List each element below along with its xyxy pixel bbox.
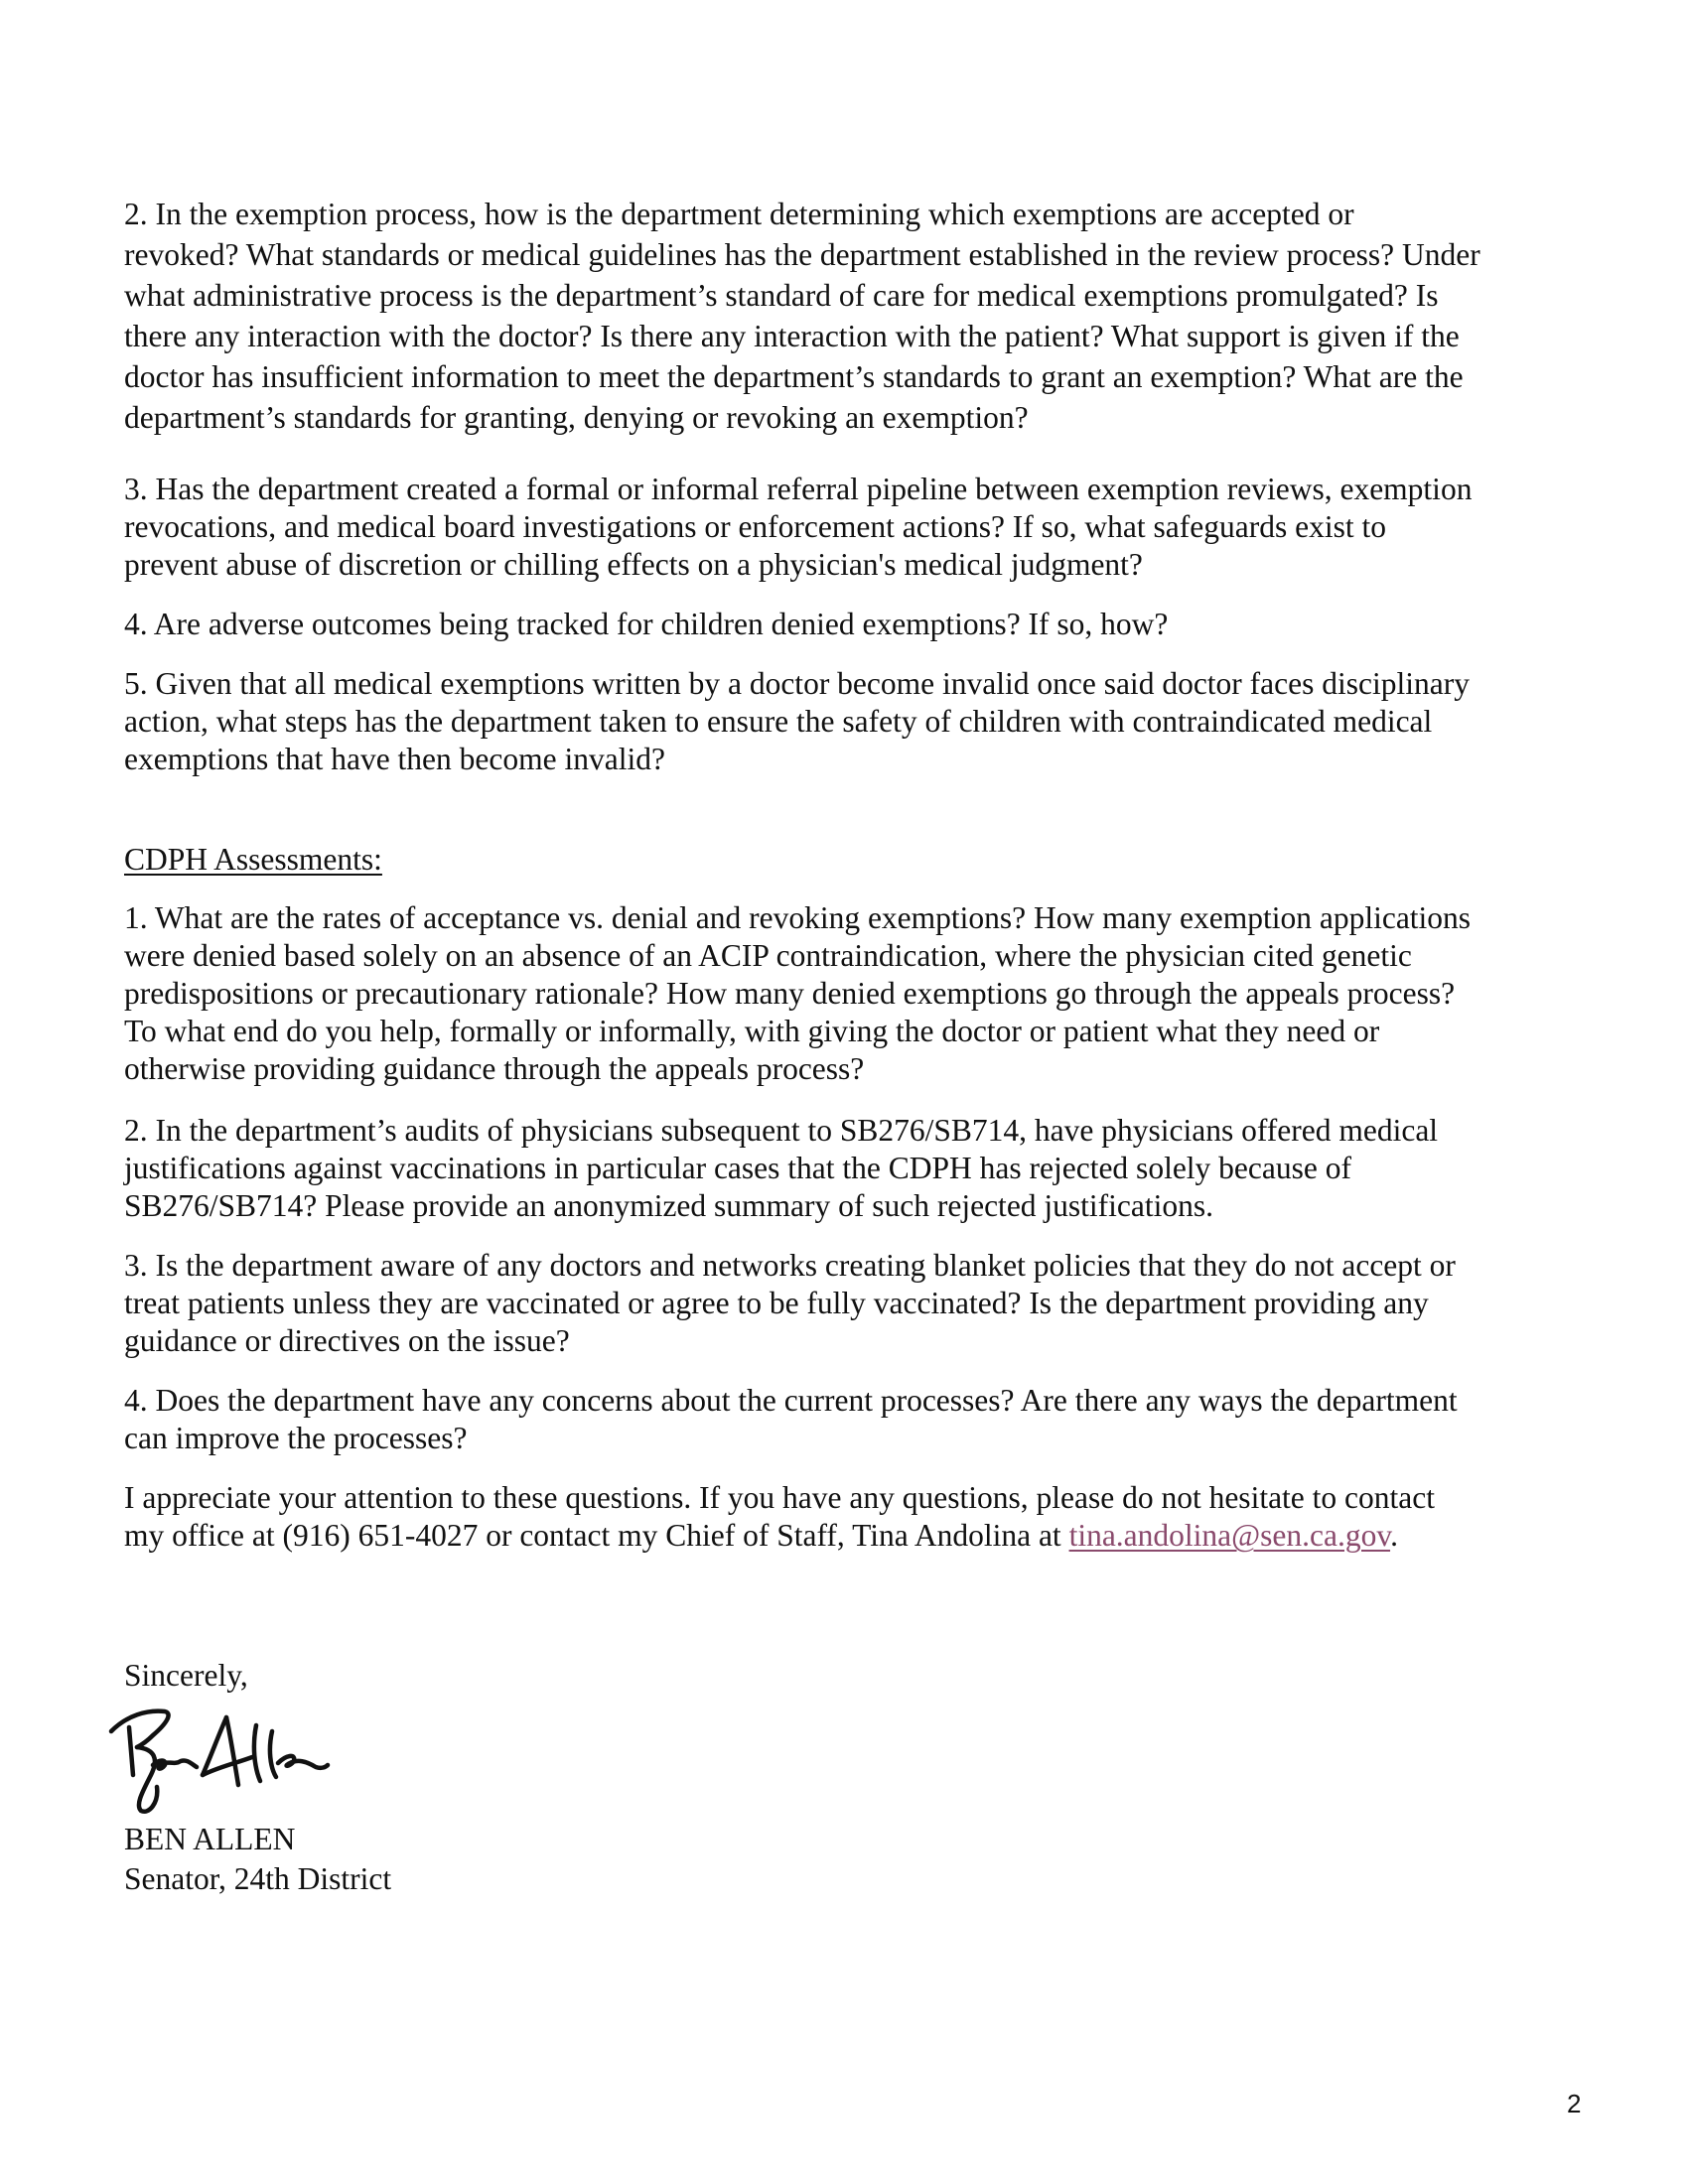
email-link[interactable]: tina.andolina@sen.ca.gov (1068, 1518, 1391, 1553)
question-line: treat patients unless they are vaccinated or agree to be fully vaccinated? Is the department providing any (124, 1286, 1429, 1320)
closing-line: I appreciate your attention to these questions. If you have any questions, please do not hesitate to contact (124, 1480, 1435, 1515)
question-line: 4. Are adverse outcomes being tracked for children denied exemptions? If so, how? (124, 607, 1169, 641)
question-line: otherwise providing guidance through the appeals process? (124, 1051, 865, 1086)
closing-line (124, 1517, 1398, 1555)
signer-title: Senator, 24th District (124, 1861, 392, 1896)
closing-text: my office at (916) 651-4027 or contact my Chief of Staff, Tina Andolina at (124, 1518, 1069, 1553)
question-line: 1. What are the rates of acceptance vs. denial and revoking exemptions? How many exemption applications (124, 900, 1472, 935)
question-line: 3. Has the department created a formal or informal referral pipeline between exemption reviews, exemption (124, 472, 1473, 506)
page-number: 2 (1567, 2089, 1582, 2118)
question-line: revoked? What standards or medical guidelines has the department established in the review process? Under (124, 237, 1480, 272)
signer-name: BEN ALLEN (124, 1822, 296, 1856)
question-line: doctor has insufficient information to meet the department’s standards to grant an exemption? What are the (124, 359, 1464, 394)
question-line: predispositions or precautionary rationale? How many denied exemptions go through the appeals process? (124, 976, 1456, 1011)
question-line: revocations, and medical board investigations or enforcement actions? If so, what safeguards exist to (124, 509, 1386, 544)
question-line: what administrative process is the department’s standard of care for medical exemptions promulgated? Is (124, 278, 1439, 313)
signature-icon (107, 1706, 365, 1825)
question-line: action, what steps has the department taken to ensure the safety of children with contraindicated medical (124, 704, 1433, 739)
question-line: SB276/SB714? Please provide an anonymized summary of such rejected justifications. (124, 1188, 1214, 1223)
question-line: 4. Does the department have any concerns about the current processes? Are there any ways the department (124, 1383, 1458, 1418)
question-line: 2. In the exemption process, how is the department determining which exemptions are accepted or (124, 197, 1354, 231)
question-line: prevent abuse of discretion or chilling effects on a physician's medical judgment? (124, 547, 1143, 582)
question-line: department’s standards for granting, denying or revoking an exemption? (124, 400, 1029, 435)
question-line: 2. In the department’s audits of physicians subsequent to SB276/SB714, have physicians offered medical (124, 1113, 1439, 1148)
question-line: justifications against vaccinations in particular cases that the CDPH has rejected solely because of (124, 1151, 1351, 1185)
question-line: can improve the processes? (124, 1421, 468, 1455)
section-heading-cdph: CDPH Assessments: (124, 842, 382, 877)
question-line: 5. Given that all medical exemptions written by a doctor become invalid once said doctor faces disciplinary (124, 666, 1470, 701)
question-line: were denied based solely on an absence of an ACIP contraindication, where the physician cited genetic (124, 938, 1412, 973)
question-line: 3. Is the department aware of any doctors and networks creating blanket policies that they do not accept or (124, 1248, 1456, 1283)
question-line: To what end do you help, formally or informally, with giving the doctor or patient what they need or (124, 1014, 1380, 1048)
salutation: Sincerely, (124, 1658, 248, 1693)
question-line: guidance or directives on the issue? (124, 1323, 570, 1358)
question-line: exemptions that have then become invalid? (124, 742, 665, 776)
question-line: there any interaction with the doctor? Is there any interaction with the patient? What support is given if the (124, 319, 1460, 353)
closing-period: . (1390, 1518, 1398, 1553)
